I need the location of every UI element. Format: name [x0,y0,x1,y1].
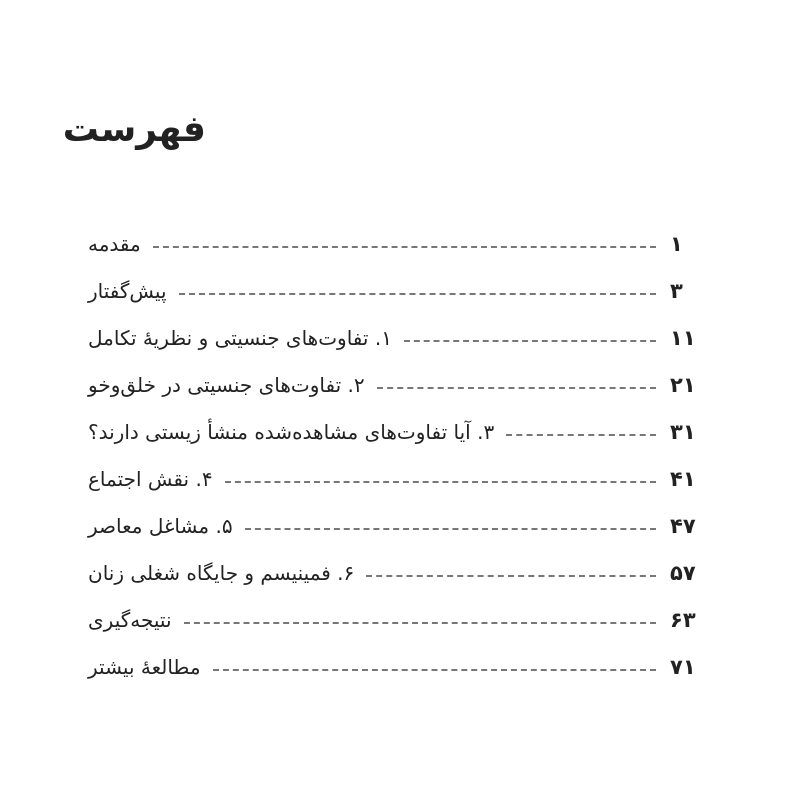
toc-entry-label: پیش‌گفتار [88,278,167,303]
toc-entry-page-number: ۱ [670,231,683,256]
toc-entry[interactable] [78,314,722,361]
toc-entry-label: ۴. نقش اجتماع [88,466,213,491]
toc-entry-page-number: ۳۱ [670,419,696,444]
toc-entry[interactable] [78,643,722,690]
toc-entry-page-number: ۵۷ [670,560,696,585]
toc-entry-label: ۳. آیا تفاوت‌های مشاهده‌شده منشأ زیستی دارند؟ [88,419,495,444]
dot-leader [377,387,656,389]
toc-entry-page-number: ۳ [670,278,683,303]
page-title: فهرست [62,109,206,150]
dot-leader [506,434,656,436]
toc-entry-label: ۲. تفاوت‌های جنسیتی در خلق‌وخو [88,372,365,397]
toc-entry-label: مطالعهٔ بیشتر [88,654,201,679]
dot-leader [213,669,656,671]
toc-entry-page-number: ۷۱ [670,654,696,679]
dot-leader [366,575,656,577]
dot-leader [184,622,656,624]
toc-entry[interactable] [78,549,722,596]
toc-entry-label: ۱. تفاوت‌های جنسیتی و نظریهٔ تکامل [88,325,392,350]
toc-entry-label: مقدمه [88,231,141,256]
toc-entry[interactable] [78,455,722,502]
toc-entry[interactable] [78,408,722,455]
toc-entry-page-number: ۶۳ [670,607,696,632]
toc-entry[interactable] [78,596,722,643]
toc-entry-page-number: ۲۱ [670,372,696,397]
dot-leader [153,246,656,248]
toc-entry-label: نتیجه‌گیری [88,607,172,632]
toc-entry-page-number: ۴۷ [670,513,696,538]
toc-entry[interactable] [78,267,722,314]
dot-leader [225,481,656,483]
toc-entry-label: ۶. فمینیسم و جایگاه شغلی زنان [88,560,355,585]
dot-leader [245,528,656,530]
toc-entry-label: ۵. مشاغل معاصر [88,513,233,538]
dot-leader [404,340,656,342]
dot-leader [179,293,656,295]
toc-entry[interactable] [78,502,722,549]
toc-entry[interactable] [78,361,722,408]
toc-list [78,220,722,690]
toc-entry-page-number: ۴۱ [670,466,696,491]
toc-entry-page-number: ۱۱ [670,325,696,350]
toc-entry[interactable] [78,220,722,267]
